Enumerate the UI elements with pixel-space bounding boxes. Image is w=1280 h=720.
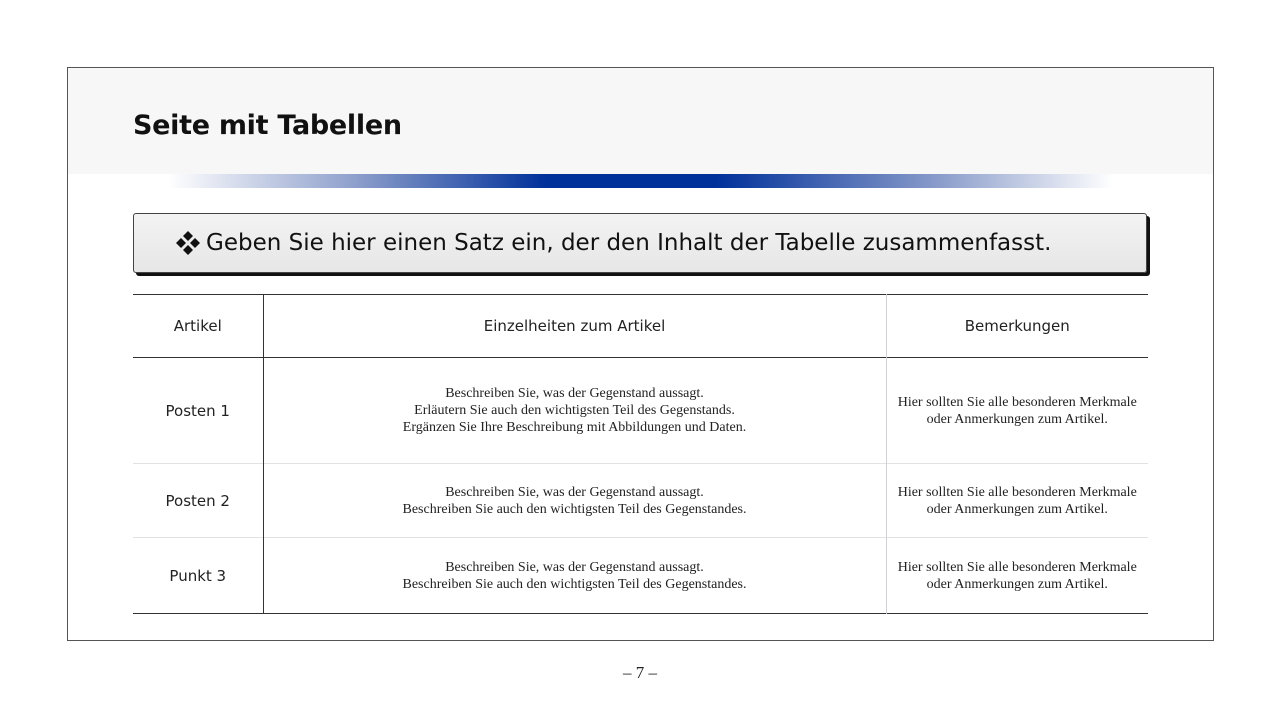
item-details [263, 464, 886, 538]
page-number: – 7 – [623, 663, 657, 682]
item-notes [886, 358, 1148, 464]
item-name: Punkt 3 [133, 538, 263, 614]
item-details [263, 538, 886, 614]
item-name: Posten 2 [133, 464, 263, 538]
four-diamonds-icon [174, 229, 202, 257]
table-header-row [133, 295, 1148, 358]
note-line: Hier sollten Sie alle besonderen Merkmale [897, 484, 1137, 500]
note-line: Hier sollten Sie alle besonderen Merkmale [897, 394, 1137, 410]
page-title: Seite mit Tabellen [133, 110, 402, 141]
note-line: oder Anmerkungen zum Artikel. [926, 501, 1108, 517]
item-notes [886, 464, 1148, 538]
detail-line: Erläutern Sie auch den wichtigsten Teil des Gegenstands. [414, 403, 735, 418]
table-row [133, 464, 1148, 538]
summary-box [133, 213, 1147, 273]
detail-line: Beschreiben Sie auch den wichtigsten Teil des Gegenstandes. [402, 576, 747, 592]
detail-line: Ergänzen Sie Ihre Beschreibung mit Abbildungen und Daten. [402, 420, 747, 435]
header-notes: Bemerkungen [964, 317, 1070, 335]
item-name: Posten 1 [133, 358, 263, 464]
detail-line: Beschreiben Sie auch den wichtigsten Teil des Gegenstandes. [402, 501, 747, 517]
header-artikel: Artikel [133, 295, 263, 358]
note-line: Hier sollten Sie alle besonderen Merkmale [897, 559, 1137, 575]
detail-line: Beschreiben Sie, was der Gegenstand aussagt. [445, 559, 704, 575]
note-line: oder Anmerkungen zum Artikel. [926, 576, 1108, 592]
items-table [133, 294, 1148, 614]
summary-text: Geben Sie hier einen Satz ein, der den Inhalt der Tabelle zusammenfasst. [206, 230, 1052, 256]
header-details: Einzelheiten zum Artikel [263, 295, 886, 358]
table-row [133, 538, 1148, 614]
item-details [263, 358, 886, 464]
slide-frame [67, 67, 1214, 641]
table-row [133, 358, 1148, 464]
note-line: oder Anmerkungen zum Artikel. [926, 411, 1108, 427]
detail-line: Beschreiben Sie, was der Gegenstand aussagt. [445, 484, 704, 500]
title-underline-bar [168, 174, 1113, 188]
detail-line: Beschreiben Sie, was der Gegenstand aussagt. [445, 386, 704, 401]
item-notes [886, 538, 1148, 614]
